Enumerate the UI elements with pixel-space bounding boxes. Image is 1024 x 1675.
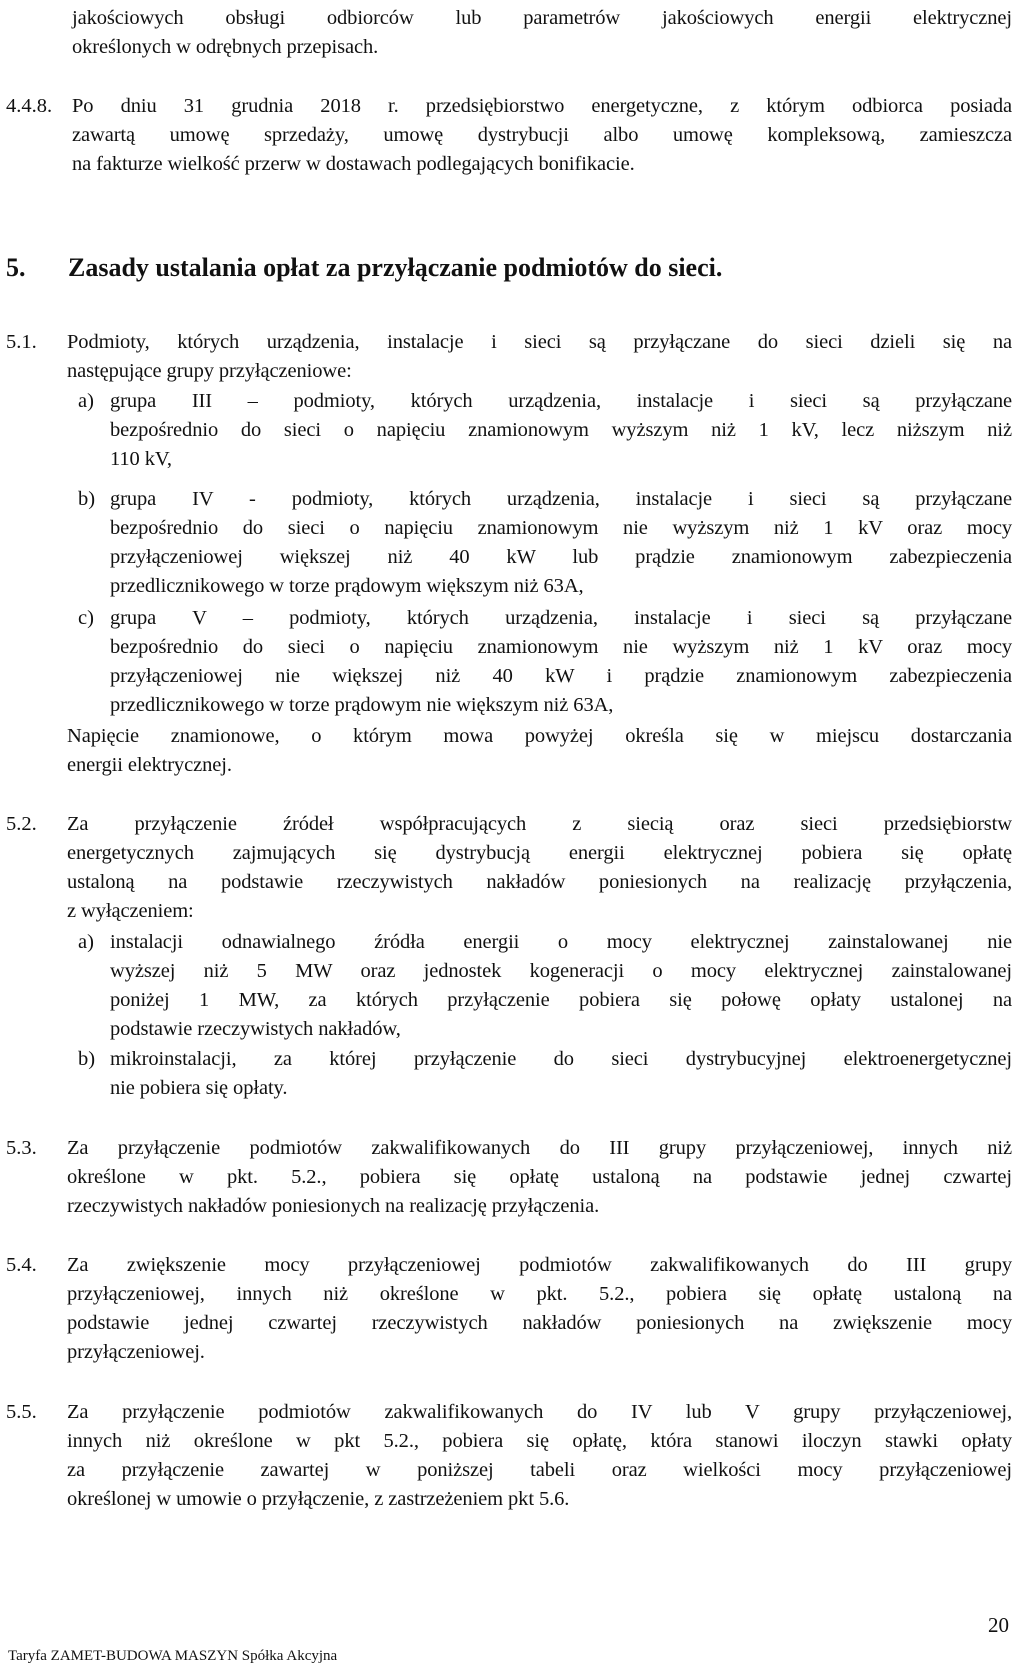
section-number: 5.5. <box>6 1401 37 1423</box>
list-item-line: mikroinstalacji, za której przyłączenie do sieci dystrybucyjnej elektroenergetycznej <box>110 1048 1012 1070</box>
list-item-line: grupa V – podmioty, których urządzenia, instalacje i sieci są przyłączane <box>110 607 1012 629</box>
paragraph-line: Za przyłączenie podmiotów zakwalifikowanych do IV lub V grupy przyłączeniowej, <box>67 1401 1012 1423</box>
paragraph-line: Za zwiększenie mocy przyłączeniowej podmiotów zakwalifikowanych do III grupy <box>67 1254 1012 1276</box>
list-item-line: 110 kV, <box>110 448 172 470</box>
list-marker: a) <box>78 931 94 953</box>
page-number: 20 <box>988 1613 1009 1637</box>
paragraph-line: Za przyłączenie źródeł współpracujących z siecią oraz sieci przedsiębiorstw <box>67 813 1012 835</box>
paragraph-line: następujące grupy przyłączeniowe: <box>67 360 352 382</box>
list-marker: b) <box>78 1048 96 1070</box>
paragraph-line: rzeczywistych nakładów poniesionych na realizację przyłączenia. <box>67 1195 600 1217</box>
paragraph-line: za przyłączenie zawartej w poniższej tabeli oraz wielkości mocy przyłączeniowej <box>67 1459 1012 1481</box>
list-item-line: przedlicznikowego w torze prądowym nie większym niż 63A, <box>110 694 614 716</box>
paragraph-line: innych niż określone w pkt 5.2., pobiera się opłatę, która stanowi iloczyn stawki opłaty <box>67 1430 1012 1452</box>
paragraph-line: Napięcie znamionowe, o którym mowa powyżej określa się w miejscu dostarczania <box>67 725 1012 747</box>
list-item-line: grupa IV - podmioty, których urządzenia, instalacje i sieci są przyłączane <box>110 488 1012 510</box>
list-item-line: instalacji odnawialnego źródła energii o mocy elektrycznej zainstalowanej nie <box>110 931 1012 953</box>
section-number: 5.3. <box>6 1137 37 1159</box>
paragraph-line: określonych w odrębnych przepisach. <box>72 36 379 58</box>
list-marker: a) <box>78 390 94 412</box>
paragraph-line: Po dniu 31 grudnia 2018 r. przedsiębiorstwo energetyczne, z którym odbiorca posiada <box>72 95 1012 117</box>
list-item-line: poniżej 1 MW, za których przyłączenie pobiera się połowę opłaty ustalonej na <box>110 989 1012 1011</box>
list-item-line: przyłączeniowej większej niż 40 kW lub prądzie znamionowym zabezpieczenia <box>110 546 1012 568</box>
paragraph-line: na fakturze wielkość przerw w dostawach podlegających bonifikacie. <box>72 153 635 175</box>
paragraph-line: przyłączeniowej, innych niż określone w pkt. 5.2., pobiera się opłatę ustaloną na <box>67 1283 1012 1305</box>
list-item-line: grupa III – podmioty, których urządzenia, instalacje i sieci są przyłączane <box>110 390 1012 412</box>
section-number: 4.4.8. <box>6 95 53 117</box>
footer-text: Taryfa ZAMET-BUDOWA MASZYN Spółka Akcyjna <box>8 1648 338 1664</box>
paragraph-line: przyłączeniowej. <box>67 1341 205 1363</box>
section-heading-title: Zasady ustalania opłat za przyłączanie podmiotów do sieci. <box>68 253 723 282</box>
list-item-line: bezpośrednio do sieci o napięciu znamionowym wyższym niż 1 kV, lecz niższym niż <box>110 419 1012 441</box>
list-item-line: wyższej niż 5 MW oraz jednostek kogeneracji o mocy elektrycznej zainstalowanej <box>110 960 1012 982</box>
paragraph-line: zawartą umowę sprzedaży, umowę dystrybucji albo umowę kompleksową, zamieszcza <box>72 124 1012 146</box>
paragraph-line: Za przyłączenie podmiotów zakwalifikowanych do III grupy przyłączeniowej, innych niż <box>67 1137 1012 1159</box>
paragraph-line: ustaloną na podstawie rzeczywistych nakładów poniesionych na realizację przyłączenia, <box>67 871 1012 893</box>
paragraph-line: jakościowych obsługi odbiorców lub parametrów jakościowych energii elektrycznej <box>72 7 1012 29</box>
list-item-line: przedlicznikowego w torze prądowym większym niż 63A, <box>110 575 584 597</box>
paragraph-line: Podmioty, których urządzenia, instalacje i sieci są przyłączane do sieci dzieli się na <box>67 331 1012 353</box>
section-heading-number: 5. <box>6 253 26 282</box>
paragraph-line: energii elektrycznej. <box>67 754 232 776</box>
paragraph-line: z wyłączeniem: <box>67 900 194 922</box>
paragraph-line: określonej w umowie o przyłączenie, z zastrzeżeniem pkt 5.6. <box>67 1488 570 1510</box>
section-number: 5.1. <box>6 331 37 353</box>
section-number: 5.4. <box>6 1254 37 1276</box>
list-marker: b) <box>78 488 96 510</box>
paragraph-line: energetycznych zajmujących się dystrybucją energii elektrycznej pobiera się opłatę <box>67 842 1012 864</box>
list-item-line: podstawie rzeczywistych nakładów, <box>110 1018 401 1040</box>
list-item-line: przyłączeniowej nie większej niż 40 kW i prądzie znamionowym zabezpieczenia <box>110 665 1012 687</box>
paragraph-line: podstawie jednej czwartej rzeczywistych nakładów poniesionych na zwiększenie mocy <box>67 1312 1012 1334</box>
section-number: 5.2. <box>6 813 37 835</box>
list-item-line: bezpośrednio do sieci o napięciu znamionowym nie wyższym niż 1 kV oraz mocy <box>110 636 1012 658</box>
paragraph-line: określone w pkt. 5.2., pobiera się opłatę ustaloną na podstawie jednej czwartej <box>67 1166 1012 1188</box>
list-item-line: bezpośrednio do sieci o napięciu znamionowym nie wyższym niż 1 kV oraz mocy <box>110 517 1012 539</box>
list-item-line: nie pobiera się opłaty. <box>110 1077 288 1099</box>
list-marker: c) <box>78 607 94 629</box>
